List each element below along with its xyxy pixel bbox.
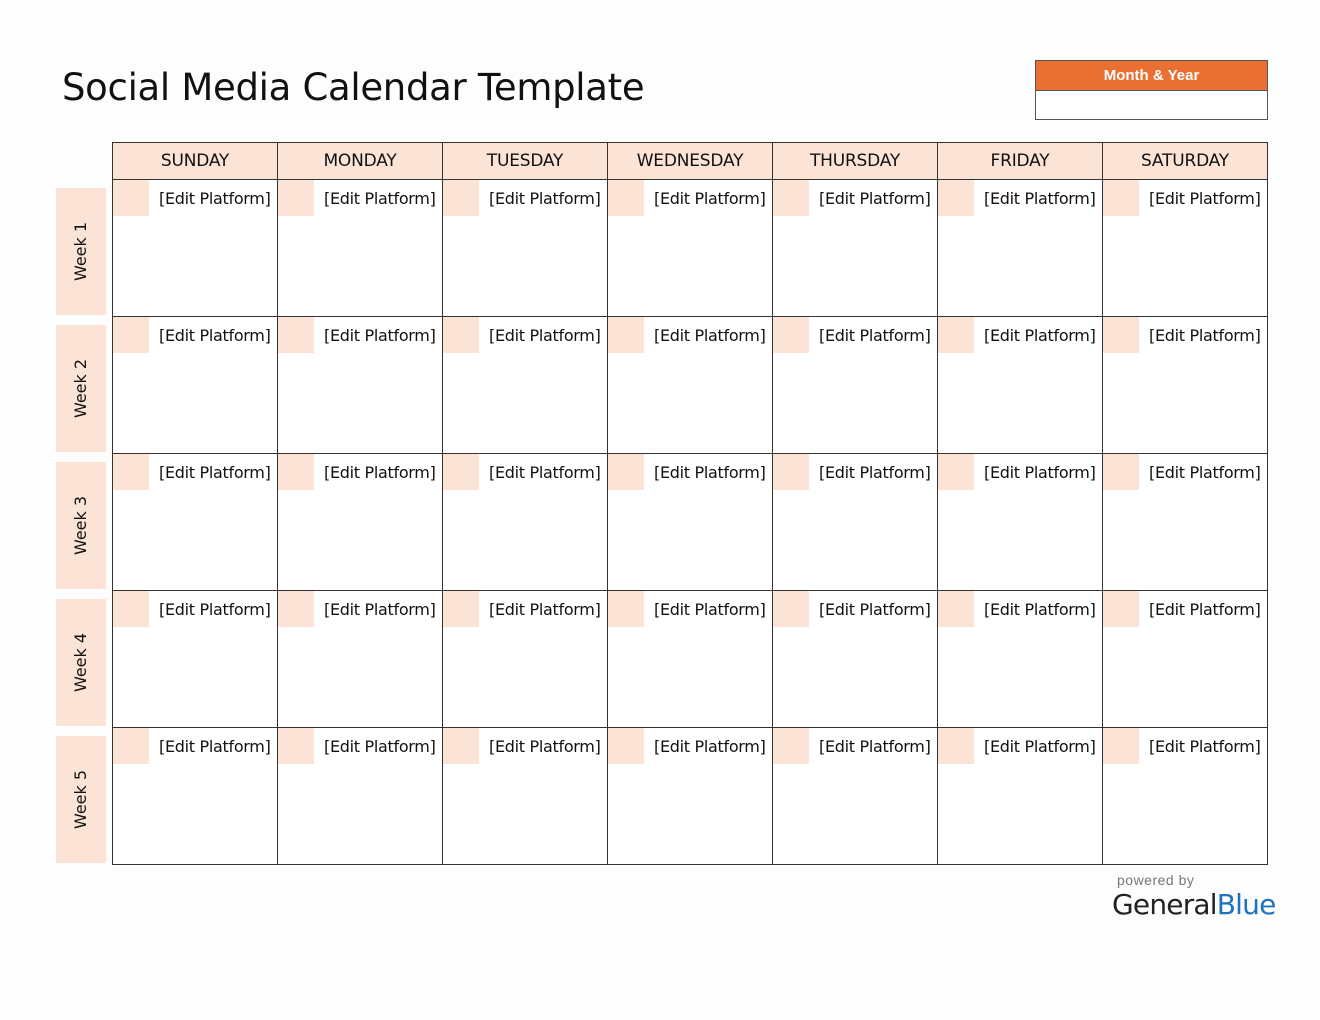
brand-second: Blue: [1216, 888, 1276, 921]
day-cell[interactable]: [773, 454, 938, 591]
edit-platform-field[interactable]: [Edit Platform]: [489, 326, 601, 345]
date-box[interactable]: [1103, 317, 1139, 353]
month-year-field[interactable]: [1036, 91, 1267, 120]
day-cell[interactable]: [278, 454, 443, 591]
edit-platform-field[interactable]: [Edit Platform]: [159, 737, 271, 756]
date-box[interactable]: [938, 728, 974, 764]
week-label-3: [56, 462, 106, 589]
weekday-header-friday: FRIDAY: [938, 143, 1103, 180]
edit-platform-field[interactable]: [Edit Platform]: [819, 463, 931, 482]
day-cell[interactable]: [608, 591, 773, 728]
day-cell[interactable]: [278, 591, 443, 728]
month-year-box: [1035, 60, 1268, 120]
date-box[interactable]: [773, 317, 809, 353]
day-cell[interactable]: [938, 454, 1103, 591]
day-cell[interactable]: [773, 728, 938, 865]
date-box[interactable]: [608, 728, 644, 764]
day-cell[interactable]: [938, 180, 1103, 317]
week-row: [113, 728, 1268, 865]
brand-first: General: [1112, 888, 1217, 921]
edit-platform-field[interactable]: [Edit Platform]: [159, 600, 271, 619]
date-box[interactable]: [278, 317, 314, 353]
day-cell[interactable]: [113, 180, 278, 317]
day-cell[interactable]: [443, 180, 608, 317]
edit-platform-field[interactable]: [Edit Platform]: [819, 189, 931, 208]
edit-platform-field[interactable]: [Edit Platform]: [984, 600, 1096, 619]
day-cell[interactable]: [113, 454, 278, 591]
date-box[interactable]: [938, 317, 974, 353]
week-label-text: Week 2: [71, 358, 91, 419]
edit-platform-field[interactable]: [Edit Platform]: [1149, 189, 1261, 208]
day-cell[interactable]: [608, 454, 773, 591]
date-box[interactable]: [608, 454, 644, 490]
week-label-5: [56, 736, 106, 863]
edit-platform-field[interactable]: [Edit Platform]: [819, 737, 931, 756]
date-box[interactable]: [773, 728, 809, 764]
date-box[interactable]: [773, 591, 809, 627]
edit-platform-field[interactable]: [Edit Platform]: [984, 463, 1096, 482]
weekday-header-wednesday: WEDNESDAY: [608, 143, 773, 180]
date-box[interactable]: [278, 454, 314, 490]
date-box[interactable]: [113, 591, 149, 627]
edit-platform-field[interactable]: [Edit Platform]: [489, 600, 601, 619]
edit-platform-field[interactable]: [Edit Platform]: [1149, 463, 1261, 482]
edit-platform-field[interactable]: [Edit Platform]: [159, 189, 271, 208]
day-cell[interactable]: [1103, 454, 1268, 591]
edit-platform-field[interactable]: [Edit Platform]: [819, 600, 931, 619]
day-cell[interactable]: [938, 591, 1103, 728]
edit-platform-field[interactable]: [Edit Platform]: [654, 463, 766, 482]
week-row: [113, 454, 1268, 591]
month-year-label: Month & Year: [1036, 61, 1267, 91]
week-label-4: [56, 599, 106, 726]
week-label-text: Week 3: [71, 495, 91, 556]
edit-platform-field[interactable]: [Edit Platform]: [654, 737, 766, 756]
day-cell[interactable]: [773, 317, 938, 454]
weekday-header-saturday: SATURDAY: [1103, 143, 1268, 180]
day-cell[interactable]: [278, 317, 443, 454]
edit-platform-field[interactable]: [Edit Platform]: [324, 737, 436, 756]
day-cell[interactable]: [1103, 591, 1268, 728]
week-label-1: [56, 188, 106, 315]
date-box[interactable]: [608, 591, 644, 627]
week-label-text: Week 1: [71, 221, 91, 282]
edit-platform-field[interactable]: [Edit Platform]: [489, 463, 601, 482]
date-box[interactable]: [278, 180, 314, 216]
date-box[interactable]: [278, 591, 314, 627]
date-box[interactable]: [443, 454, 479, 490]
edit-platform-field[interactable]: [Edit Platform]: [1149, 326, 1261, 345]
date-box[interactable]: [1103, 180, 1139, 216]
powered-by-text: powered by: [1117, 872, 1195, 888]
weekday-header-row: [113, 143, 1268, 180]
day-cell[interactable]: [1103, 728, 1268, 865]
date-box[interactable]: [773, 454, 809, 490]
date-box[interactable]: [1103, 591, 1139, 627]
edit-platform-field[interactable]: [Edit Platform]: [654, 326, 766, 345]
weekday-header-tuesday: TUESDAY: [443, 143, 608, 180]
weekday-header-thursday: THURSDAY: [773, 143, 938, 180]
day-cell[interactable]: [278, 180, 443, 317]
week-row: [113, 317, 1268, 454]
day-cell[interactable]: [773, 591, 938, 728]
date-box[interactable]: [1103, 728, 1139, 764]
date-box[interactable]: [278, 728, 314, 764]
date-box[interactable]: [113, 454, 149, 490]
date-box[interactable]: [608, 180, 644, 216]
edit-platform-field[interactable]: [Edit Platform]: [1149, 600, 1261, 619]
edit-platform-field[interactable]: [Edit Platform]: [324, 463, 436, 482]
day-cell[interactable]: [113, 317, 278, 454]
day-cell[interactable]: [608, 180, 773, 317]
date-box[interactable]: [443, 180, 479, 216]
date-box[interactable]: [443, 317, 479, 353]
day-cell[interactable]: [443, 728, 608, 865]
day-cell[interactable]: [113, 728, 278, 865]
day-cell[interactable]: [773, 180, 938, 317]
day-cell[interactable]: [608, 728, 773, 865]
day-cell[interactable]: [278, 728, 443, 865]
week-row: [113, 180, 1268, 317]
date-box[interactable]: [938, 180, 974, 216]
date-box[interactable]: [773, 180, 809, 216]
edit-platform-field[interactable]: [Edit Platform]: [1149, 737, 1261, 756]
edit-platform-field[interactable]: [Edit Platform]: [819, 326, 931, 345]
page-title: Social Media Calendar Template: [62, 66, 645, 109]
edit-platform-field[interactable]: [Edit Platform]: [159, 463, 271, 482]
date-box[interactable]: [1103, 454, 1139, 490]
day-cell[interactable]: [443, 317, 608, 454]
generalblue-logo: [1112, 888, 1276, 921]
date-box[interactable]: [938, 454, 974, 490]
edit-platform-field[interactable]: [Edit Platform]: [324, 600, 436, 619]
edit-platform-field[interactable]: [Edit Platform]: [324, 326, 436, 345]
week-label-text: Week 4: [71, 632, 91, 693]
date-box[interactable]: [113, 180, 149, 216]
edit-platform-field[interactable]: [Edit Platform]: [654, 600, 766, 619]
calendar-grid: [112, 142, 1268, 865]
edit-platform-field[interactable]: [Edit Platform]: [984, 737, 1096, 756]
day-cell[interactable]: [938, 317, 1103, 454]
date-box[interactable]: [113, 317, 149, 353]
edit-platform-field[interactable]: [Edit Platform]: [159, 326, 271, 345]
date-box[interactable]: [113, 728, 149, 764]
date-box[interactable]: [608, 317, 644, 353]
day-cell[interactable]: [1103, 317, 1268, 454]
weekday-header-monday: MONDAY: [278, 143, 443, 180]
day-cell[interactable]: [938, 728, 1103, 865]
edit-platform-field[interactable]: [Edit Platform]: [324, 189, 436, 208]
date-box[interactable]: [443, 591, 479, 627]
edit-platform-field[interactable]: [Edit Platform]: [489, 737, 601, 756]
weekday-header-sunday: SUNDAY: [113, 143, 278, 180]
edit-platform-field[interactable]: [Edit Platform]: [489, 189, 601, 208]
day-cell[interactable]: [1103, 180, 1268, 317]
day-cell[interactable]: [608, 317, 773, 454]
edit-platform-field[interactable]: [Edit Platform]: [984, 189, 1096, 208]
day-cell[interactable]: [443, 454, 608, 591]
edit-platform-field[interactable]: [Edit Platform]: [654, 189, 766, 208]
day-cell[interactable]: [113, 591, 278, 728]
date-box[interactable]: [938, 591, 974, 627]
date-box[interactable]: [443, 728, 479, 764]
week-row: [113, 591, 1268, 728]
edit-platform-field[interactable]: [Edit Platform]: [984, 326, 1096, 345]
week-label-text: Week 5: [71, 769, 91, 830]
day-cell[interactable]: [443, 591, 608, 728]
week-label-2: [56, 325, 106, 452]
